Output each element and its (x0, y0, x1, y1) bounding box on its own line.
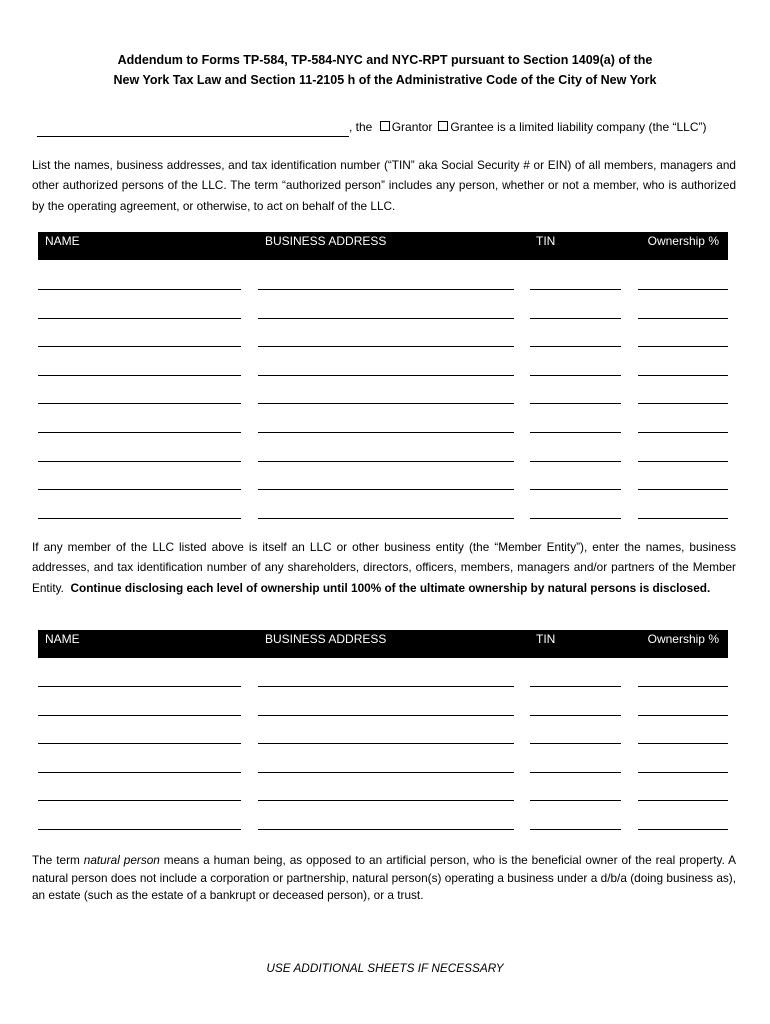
tin-field[interactable] (530, 800, 621, 801)
entity-prefix: , the (349, 120, 376, 134)
grantor-label: Grantor (391, 120, 433, 134)
table-row (0, 829, 770, 830)
tin-field[interactable] (530, 715, 621, 716)
ownership-field[interactable] (638, 686, 728, 687)
tin-field[interactable] (530, 432, 621, 433)
tin-field[interactable] (530, 289, 621, 290)
header-business-address: BUSINESS ADDRESS (265, 632, 387, 646)
header-tin: TIN (536, 234, 556, 248)
business-address-field[interactable] (258, 375, 514, 376)
document-title (0, 50, 770, 90)
name-field[interactable] (38, 432, 241, 433)
member-entity-table-header (38, 630, 728, 658)
ownership-field[interactable] (638, 743, 728, 744)
ownership-field[interactable] (638, 403, 728, 404)
business-address-field[interactable] (258, 461, 514, 462)
table-row (0, 375, 770, 376)
business-address-field[interactable] (258, 800, 514, 801)
table-row (0, 686, 770, 687)
business-address-field[interactable] (258, 686, 514, 687)
ownership-field[interactable] (638, 489, 728, 490)
business-address-field[interactable] (258, 772, 514, 773)
name-field[interactable] (38, 375, 241, 376)
name-field[interactable] (38, 489, 241, 490)
tin-field[interactable] (530, 743, 621, 744)
title-line-2: New York Tax Law and Section 11-2105 h of the Administrative Code of the City of New York (113, 73, 657, 87)
definition-body: means a human being, as opposed to an artificial person, who is the beneficial owner of the real property. A natural person does not include a corporation or partnership, natural person(s) operating a business under a d/b/a (doing business as), an estate (such as the estate of a bankrupt or deceased person), or a trust. (32, 853, 736, 902)
table-row (0, 743, 770, 744)
business-address-field[interactable] (258, 715, 514, 716)
title-line-1: Addendum to Forms TP-584, TP-584-NYC and NYC-RPT pursuant to Section 1409(a) of the (117, 53, 653, 67)
ownership-field[interactable] (638, 772, 728, 773)
footer-note: USE ADDITIONAL SHEETS IF NECESSARY (266, 961, 504, 975)
table-row (0, 289, 770, 290)
business-address-field[interactable] (258, 489, 514, 490)
table-row (0, 346, 770, 347)
member-entity-paragraph (32, 537, 736, 598)
business-address-field[interactable] (258, 318, 514, 319)
ownership-field[interactable] (638, 461, 728, 462)
entity-role-statement (349, 120, 706, 134)
natural-person-definition (32, 852, 736, 905)
member-entity-emphasis: Continue disclosing each level of ownership until 100% of the ultimate ownership by natural persons is disclosed. (70, 580, 711, 595)
name-field[interactable] (38, 289, 241, 290)
intro-paragraph: List the names, business addresses, and tax identification number (“TIN” aka Social Security # or EIN) of all members, managers and other authorized persons of the LLC. The term “authorized person” includes any person, whether or not a member, who is authorized by the operating agreement, or otherwise, to act on behalf of the LLC. (32, 158, 736, 213)
name-field[interactable] (38, 800, 241, 801)
members-table-header (38, 232, 728, 260)
name-field[interactable] (38, 772, 241, 773)
name-field[interactable] (38, 743, 241, 744)
business-address-field[interactable] (258, 432, 514, 433)
ownership-field[interactable] (638, 518, 728, 519)
tin-field[interactable] (530, 518, 621, 519)
table-row (0, 489, 770, 490)
definition-term: natural person (83, 853, 160, 867)
table-row (0, 403, 770, 404)
tin-field[interactable] (530, 375, 621, 376)
grantee-label: Grantee (450, 120, 494, 134)
table-row (0, 432, 770, 433)
entity-suffix: is a limited liability company (the “LLC”) (493, 120, 707, 134)
name-field[interactable] (38, 403, 241, 404)
ownership-field[interactable] (638, 829, 728, 830)
header-ownership: Ownership % (647, 234, 719, 248)
name-field[interactable] (38, 686, 241, 687)
tin-field[interactable] (530, 403, 621, 404)
member-entity-text: If any member of the LLC listed above is itself an LLC or other business entity (the “Member Entity”), enter the names, business addresses, and tax identification number of any shareholders, directors, officers, members, managers and/or partners of the Member Entity. (32, 540, 736, 595)
tin-field[interactable] (530, 686, 621, 687)
ownership-field[interactable] (638, 715, 728, 716)
definition-prefix: The term (32, 853, 84, 867)
name-field[interactable] (38, 318, 241, 319)
ownership-field[interactable] (638, 432, 728, 433)
table-row (0, 772, 770, 773)
ownership-field[interactable] (638, 800, 728, 801)
table-row (0, 318, 770, 319)
name-field[interactable] (38, 715, 241, 716)
ownership-field[interactable] (638, 346, 728, 347)
header-name: NAME (45, 234, 80, 248)
tin-field[interactable] (530, 489, 621, 490)
name-field[interactable] (38, 518, 241, 519)
tin-field[interactable] (530, 318, 621, 319)
tin-field[interactable] (530, 772, 621, 773)
business-address-field[interactable] (258, 518, 514, 519)
grantee-checkbox[interactable] (438, 121, 448, 131)
table-row (0, 461, 770, 462)
business-address-field[interactable] (258, 743, 514, 744)
business-address-field[interactable] (258, 403, 514, 404)
name-field[interactable] (38, 346, 241, 347)
name-field[interactable] (38, 461, 241, 462)
name-field[interactable] (38, 829, 241, 830)
table-row (0, 715, 770, 716)
table-row (0, 518, 770, 519)
grantor-checkbox[interactable] (380, 121, 390, 131)
ownership-field[interactable] (638, 318, 728, 319)
llc-name-field[interactable] (37, 136, 349, 137)
header-name: NAME (45, 632, 80, 646)
ownership-field[interactable] (638, 375, 728, 376)
business-address-field[interactable] (258, 346, 514, 347)
header-business-address: BUSINESS ADDRESS (265, 234, 387, 248)
tin-field[interactable] (530, 829, 621, 830)
business-address-field[interactable] (258, 829, 514, 830)
ownership-field[interactable] (638, 289, 728, 290)
tin-field[interactable] (530, 346, 621, 347)
entity-line (37, 118, 737, 138)
header-ownership: Ownership % (647, 632, 719, 646)
business-address-field[interactable] (258, 289, 514, 290)
table-row (0, 800, 770, 801)
header-tin: TIN (536, 632, 556, 646)
tin-field[interactable] (530, 461, 621, 462)
